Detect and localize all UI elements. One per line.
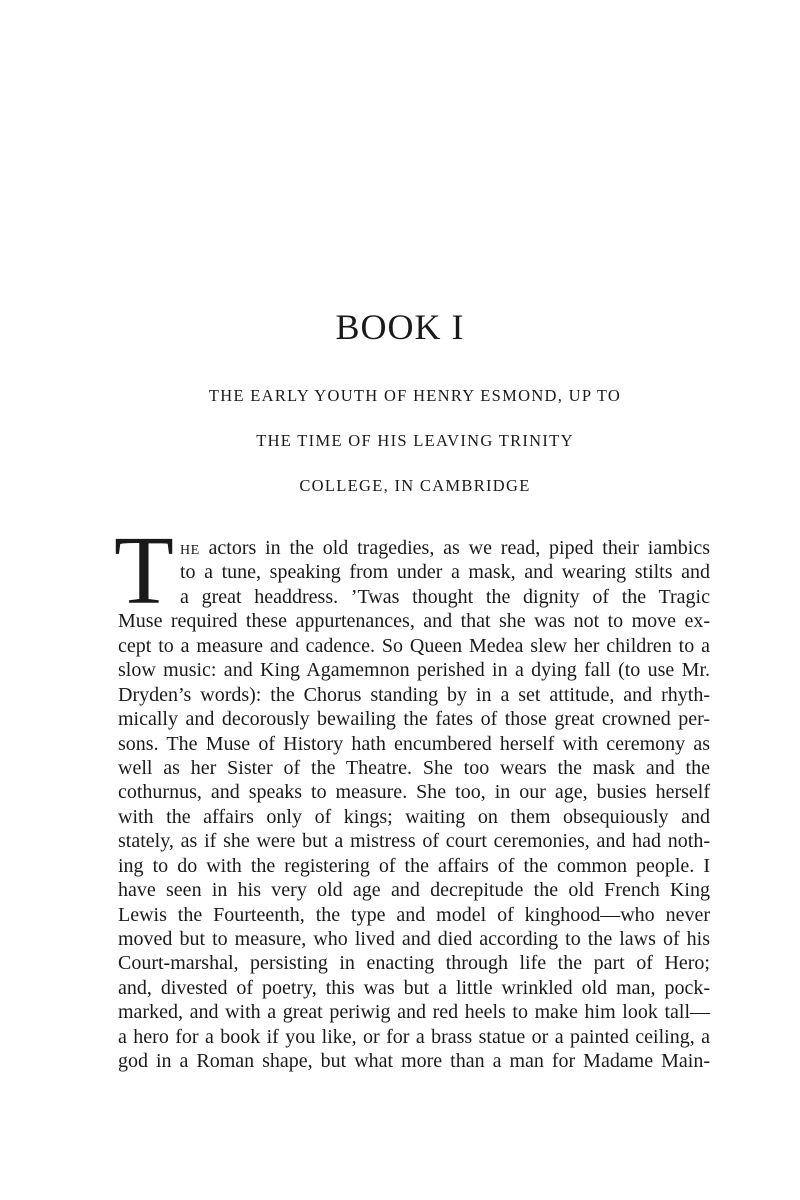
text-line: a hero for a book if you like, or for a brass statue or a painted ceiling, a bbox=[118, 1025, 710, 1048]
text-line: sons. The Muse of History hath encumbered herself with ceremony as bbox=[118, 732, 710, 755]
text-line bbox=[180, 536, 710, 560]
text-line: cept to a measure and cadence. So Queen Medea slew her children to a bbox=[118, 634, 710, 657]
text-line: and, divested of poetry, this was but a little wrinkled old man, pock- bbox=[118, 976, 710, 999]
drop-cap: T bbox=[114, 517, 174, 625]
text-line: god in a Roman shape, but what more than a man for Madame Main- bbox=[118, 1050, 710, 1073]
text-line: cothurnus, and speaks to measure. She too, in our age, busies herself bbox=[118, 781, 710, 804]
text-line: stately, as if she were but a mistress of court ceremonies, and had noth- bbox=[118, 830, 710, 853]
text-line: slow music: and King Agamemnon perished in a dying fall (to use Mr. bbox=[118, 659, 710, 682]
text-line: mically and decorously bewailing the fates of those great crowned per- bbox=[118, 708, 710, 731]
text-line: to a tune, speaking from under a mask, and wearing stilts and bbox=[180, 561, 710, 584]
text-line: with the affairs only of kings; waiting on them obsequiously and bbox=[118, 805, 710, 828]
text-line: Lewis the Fourteenth, the type and model of kinghood—who never bbox=[118, 903, 710, 926]
text-line-content: actors in the old tragedies, as we read, piped their iambics bbox=[199, 537, 710, 559]
text-line: Muse required these appurtenances, and that she was not to move ex- bbox=[118, 610, 710, 633]
first-word-smallcaps: he bbox=[180, 537, 200, 559]
text-line: Dryden’s words): the Chorus standing by in a set attitude, and rhyth- bbox=[118, 683, 710, 706]
text-line: well as her Sister of the Theatre. She too wears the mask and the bbox=[118, 756, 710, 779]
subtitle-line: COLLEGE, IN CAMBRIDGE bbox=[299, 476, 531, 495]
subtitle-line: THE EARLY YOUTH OF HENRY ESMOND, UP TO bbox=[208, 386, 622, 405]
text-line: moved but to measure, who lived and died according to the laws of his bbox=[118, 928, 710, 950]
text-line: Court-marshal, persisting in enacting through life the part of Hero; bbox=[118, 952, 710, 975]
body-paragraph bbox=[118, 536, 710, 1074]
text-line: a great headdress. ’Twas thought the dignity of the Tragic bbox=[180, 585, 710, 608]
text-line: have seen in his very old age and decrepitude the old French King bbox=[118, 879, 710, 902]
book-title: BOOK I bbox=[335, 307, 465, 347]
text-line: ing to do with the registering of the affairs of the common people. I bbox=[118, 854, 710, 877]
subtitle-line: THE TIME OF HIS LEAVING TRINITY bbox=[256, 431, 574, 450]
text-line: marked, and with a great periwig and red heels to make him look tall— bbox=[118, 1001, 710, 1024]
book-subtitle bbox=[120, 373, 710, 508]
